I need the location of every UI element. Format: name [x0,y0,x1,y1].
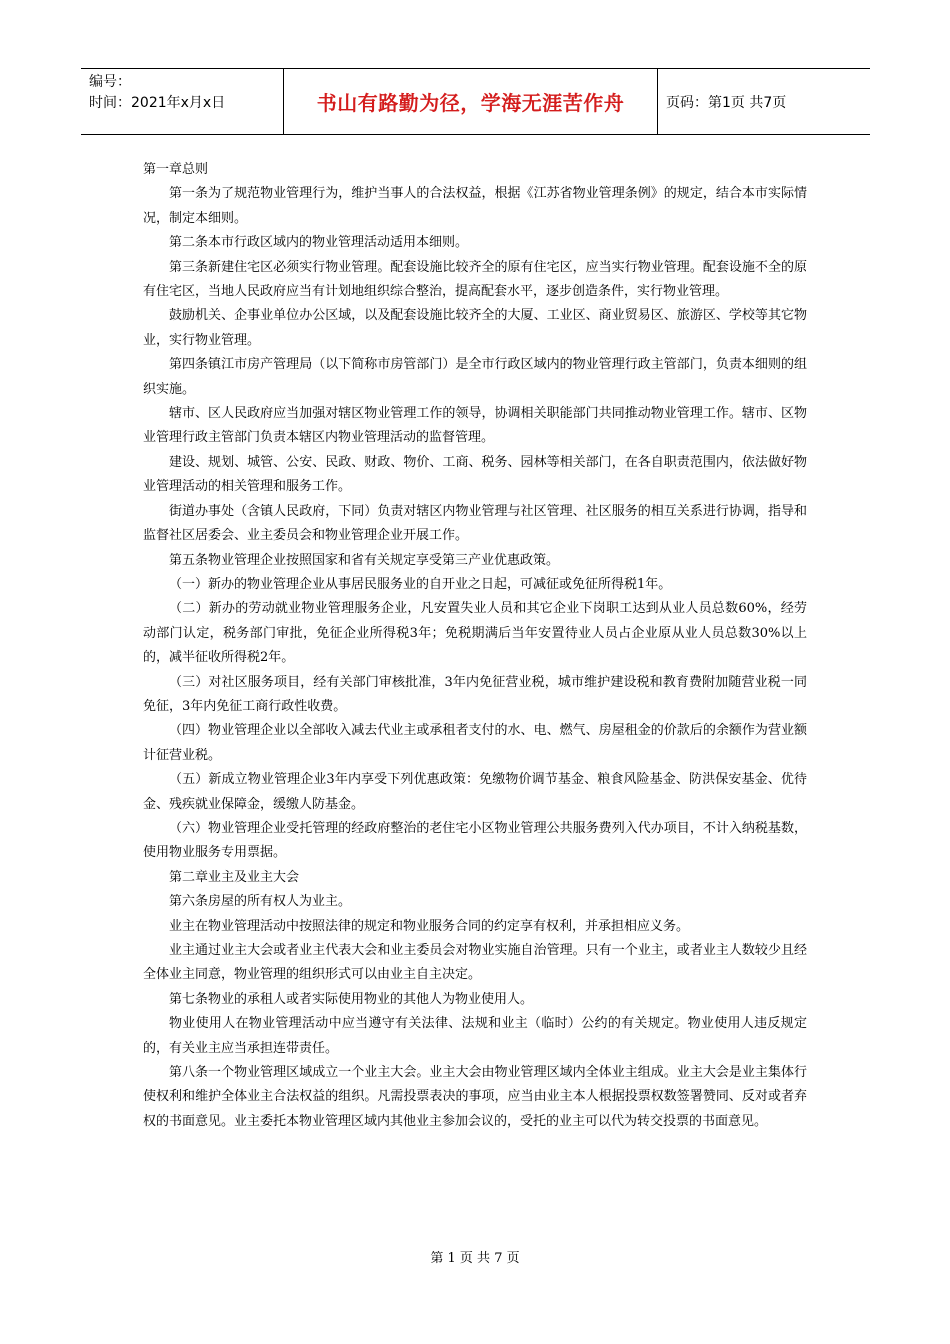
body-paragraph: 街道办事处（含镇人民政府，下同）负责对辖区内物业管理与社区管理、社区服务的相互关系进行协调，指导和监督社区居委会、业主委员会和物业管理企业开展工作。 [143,503,807,544]
body-paragraph: （三）对社区服务项目，经有关部门审核批准，3年内免征营业税，城市维护建设税和教育费附加随营业税一同免征，3年内免征工商行政性收费。 [143,674,807,714]
body-paragraph: 第一条为了规范物业管理行为，维护当事人的合法权益，根据《江苏省物业管理条例》的规定，结合本市实际情况，制定本细则。 [143,186,807,226]
body-paragraph: 业主通过业主大会或者业主代表大会和业主委员会对物业实施自治管理。只有一个业主，或者业主人数较少且经全体业主同意，物业管理的组织形式可以由业主自主决定。 [143,943,807,983]
body-paragraph: 第六条房屋的所有权人为业主。 [169,894,352,910]
body-paragraph: （六）物业管理企业受托管理的经政府整治的老住宅小区物业管理公共服务费列入代办项目，不计入纳税基数，使用物业服务专用票据。 [143,820,807,861]
header-meta [81,69,284,134]
body-paragraph: 辖市、区人民政府应当加强对辖区物业管理工作的领导，协调相关职能部门共同推动物业管理工作。辖市、区物业管理行政主管部门负责本辖区内物业管理活动的监督管理。 [143,406,807,446]
body-paragraph: （二）新办的劳动就业物业管理服务企业，凡安置失业人员和其它企业下岗职工达到从业人员总数60%，经劳动部门认定，税务部门审批，免征企业所得税3年；免税期满后当年安置待业人员占企业原从业人员总数30%以上的，减半征收所得税2年。 [143,601,807,666]
chapter-heading: 第一章总则 [143,162,209,177]
body-paragraph: 鼓励机关、企事业单位办公区域，以及配套设施比较齐全的大厦、工业区、商业贸易区、旅游区、学校等其它物业，实行物业管理。 [143,308,807,348]
header-motto: 书山有路勤为径，学海无涯苦作舟 [284,69,658,134]
body-paragraph: 第三条新建住宅区必须实行物业管理。配套设施比较齐全的原有住宅区，应当实行物业管理。配套设施不全的原有住宅区，当地人民政府应当有计划地组织综合整治，提高配套水平，逐步创造条件，实行物业管理。 [143,259,807,300]
body-paragraph: 物业使用人在物业管理活动中应当遵守有关法律、法规和业主（临时）公约的有关规定。物业使用人违反规定的，有关业主应当承担连带责任。 [143,1016,807,1056]
body-paragraph: 建设、规划、城管、公安、民政、财政、物价、工商、税务、园林等相关部门，在各自职责范围内，依法做好物业管理活动的相关管理和服务工作。 [143,454,807,495]
body-paragraph: （四）物业管理企业以全部收入减去代业主或承租者支付的水、电、燃气、房屋租金的价款后的余额作为营业额计征营业税。 [143,723,807,763]
body-paragraph: 第八条一个物业管理区域成立一个业主大会。业主大会由物业管理区域内全体业主组成。业主大会是业主集体行使权利和维护全体业主合法权益的组织。凡需投票表决的事项，应当由业主本人根据投票权数签署赞同、反对或者弃权的书面意见。业主委托本物业管理区域内其他业主参加会议的，受托的业主可以代为转交投票的书面意见。 [143,1065,807,1129]
body-paragraph: 第五条物业管理企业按照国家和省有关规定享受第三产业优惠政策。 [169,552,560,568]
body-paragraph: 第四条镇江市房产管理局（以下简称市房管部门）是全市行政区域内的物业管理行政主管部门，负责本细则的组织实施。 [143,357,807,397]
body-paragraph: 第七条物业的承租人或者实际使用物业的其他人为物业使用人。 [169,991,534,1007]
body-paragraph: 第二章业主及业主大会 [169,869,300,885]
body-paragraph: 业主在物业管理活动中按照法律的规定和物业服务合同的约定享有权利，并承担相应义务。 [169,918,690,934]
document-header [81,68,870,135]
header-page-info: 页码：第1页 共7页 [666,94,787,111]
document-body [143,158,807,1134]
body-paragraph: 第二条本市行政区域内的物业管理活动适用本细则。 [169,235,469,251]
body-paragraph: （一）新办的物业管理企业从事居民服务业的自开业之日起，可减征或免征所得税1年。 [169,576,672,592]
page-footer: 第 1 页 共 7 页 [430,1251,520,1266]
document-number-label: 编号： [89,74,131,90]
document-time-label: 时间：2021年x月x日 [89,95,226,111]
body-paragraph: （五）新成立物业管理企业3年内享受下列优惠政策：免缴物价调节基金、粮食风险基金、防洪保安基金、优待金、残疾就业保障金，缓缴人防基金。 [143,772,807,812]
